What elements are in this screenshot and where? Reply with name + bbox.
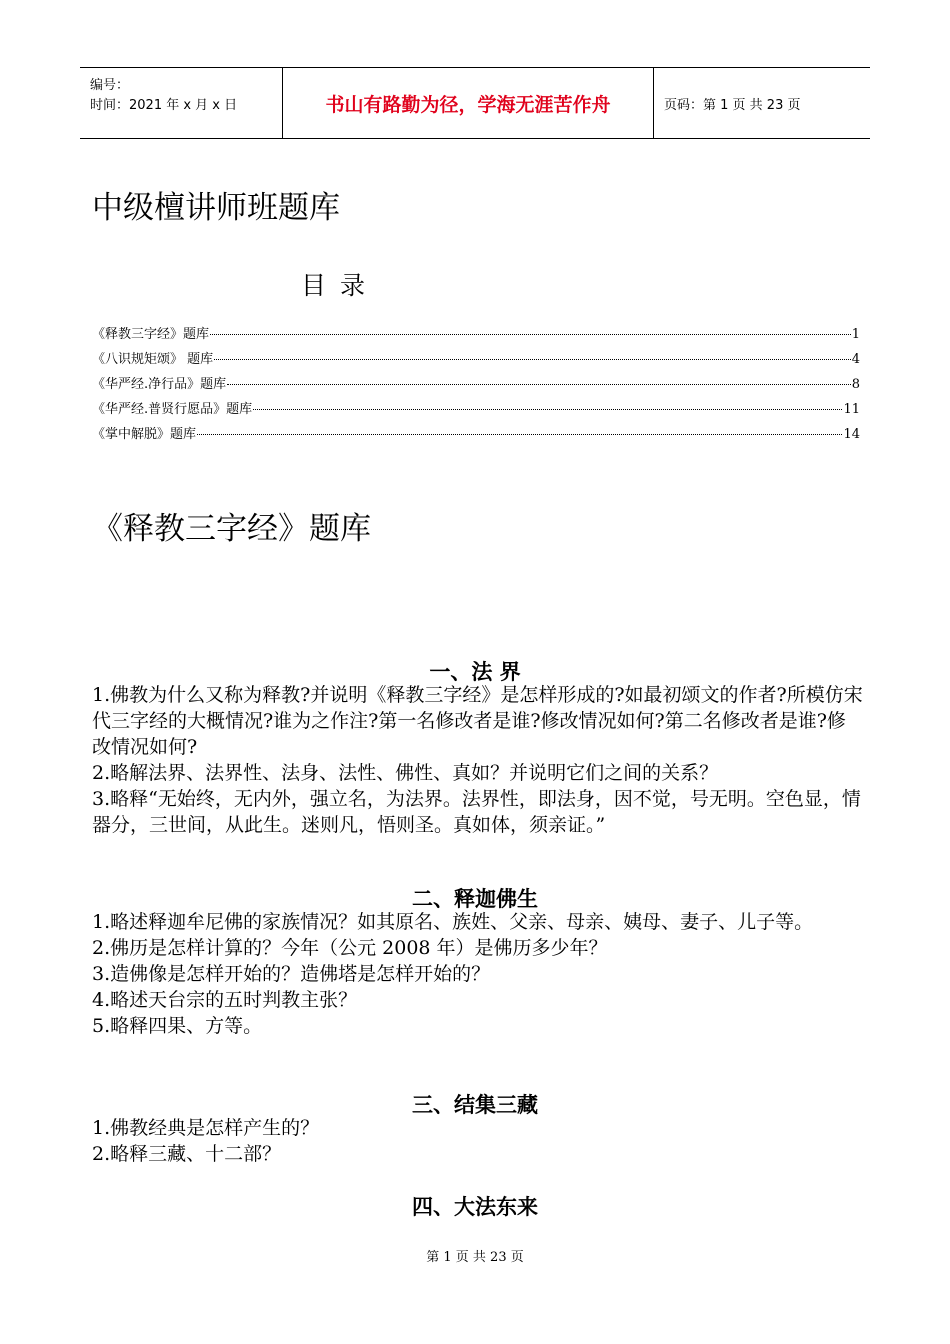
question-item: 1.略述释迦牟尼佛的家族情况？如其原名、族姓、父亲、母亲、姨母、妻子、儿子等。 <box>92 911 814 933</box>
header-motto: 书山有路勤为径，学海无涯苦作舟 <box>283 68 654 138</box>
section-heading: 一、法 界 <box>429 660 521 684</box>
question-list <box>92 1115 864 1167</box>
toc-entry[interactable] <box>92 323 860 348</box>
toc-leader-dots <box>197 434 842 435</box>
question-item: 5.略释四果、方等。 <box>92 1015 263 1037</box>
table-of-contents <box>92 323 860 448</box>
question-item: 1.佛教为什么又称为释教?并说明《释教三字经》是怎样形成的?如最初颂文的作者?所模仿宋代三字经的大概情况?谁为之作注?第一名修改者是谁?修改情况如何?第二名修改者是谁?修改情况如何? <box>92 684 863 758</box>
toc-entry-title: 《华严经.普贤行愿品》题库 <box>92 402 253 417</box>
header-meta-cell <box>80 68 283 138</box>
header-page-info: 页码：第 1 页 共 23 页 <box>664 97 801 113</box>
toc-leader-dots <box>210 334 851 335</box>
toc-entry-title: 《释教三字经》题库 <box>92 327 210 342</box>
page-footer: 第 1 页 共 23 页 <box>426 1250 524 1265</box>
section-heading: 三、结集三藏 <box>412 1093 538 1117</box>
toc-entry-title: 《华严经.净行品》题库 <box>92 377 227 392</box>
toc-entry-page: 11 <box>843 402 860 417</box>
time-label: 时间：2021 年 x 月 x 日 <box>90 98 238 113</box>
question-item: 3.略释“无始终，无内外，强立名，为法界。法界性，即法身，因不觉，号无明。空色显，情器分，三世间，从此生。迷则凡，悟则圣。真如体，须亲证。” <box>92 788 861 836</box>
page-header <box>80 67 870 139</box>
toc-entry-page: 14 <box>843 427 860 442</box>
question-item: 2.佛历是怎样计算的？今年（公元 2008 年）是佛历多少年？ <box>92 937 608 959</box>
toc-leader-dots <box>227 384 851 385</box>
toc-entry[interactable] <box>92 348 860 373</box>
toc-entry-page: 8 <box>851 377 860 392</box>
document-title: 中级檀讲师班题库 <box>92 190 340 226</box>
question-item: 2.略释三藏、十二部？ <box>92 1143 282 1165</box>
question-list <box>92 682 864 838</box>
toc-entry[interactable] <box>92 423 860 448</box>
number-label: 编号： <box>90 78 130 93</box>
question-item: 1.佛教经典是怎样产生的？ <box>92 1117 320 1139</box>
toc-entry-page: 4 <box>851 352 860 367</box>
toc-entry-title: 《掌中解脱》题库 <box>92 427 197 442</box>
toc-entry-title: 《八识规矩颂》 题库 <box>92 352 214 367</box>
question-item: 2.略解法界、法界性、法身、法性、佛性、真如？并说明它们之间的关系？ <box>92 762 719 784</box>
toc-leader-dots <box>214 359 851 360</box>
section-heading: 四、大法东来 <box>412 1195 538 1219</box>
toc-entry[interactable] <box>92 398 860 423</box>
toc-leader-dots <box>253 409 842 410</box>
toc-title: 目录 <box>300 271 379 300</box>
question-list <box>92 909 864 1039</box>
question-item: 4.略述天台宗的五时判教主张？ <box>92 989 358 1011</box>
section-heading: 二、释迦佛生 <box>412 887 538 911</box>
section-title: 《释教三字经》题库 <box>92 511 371 547</box>
toc-entry[interactable] <box>92 373 860 398</box>
toc-entry-page: 1 <box>851 327 860 342</box>
question-item: 3.造佛像是怎样开始的？造佛塔是怎样开始的？ <box>92 963 491 985</box>
